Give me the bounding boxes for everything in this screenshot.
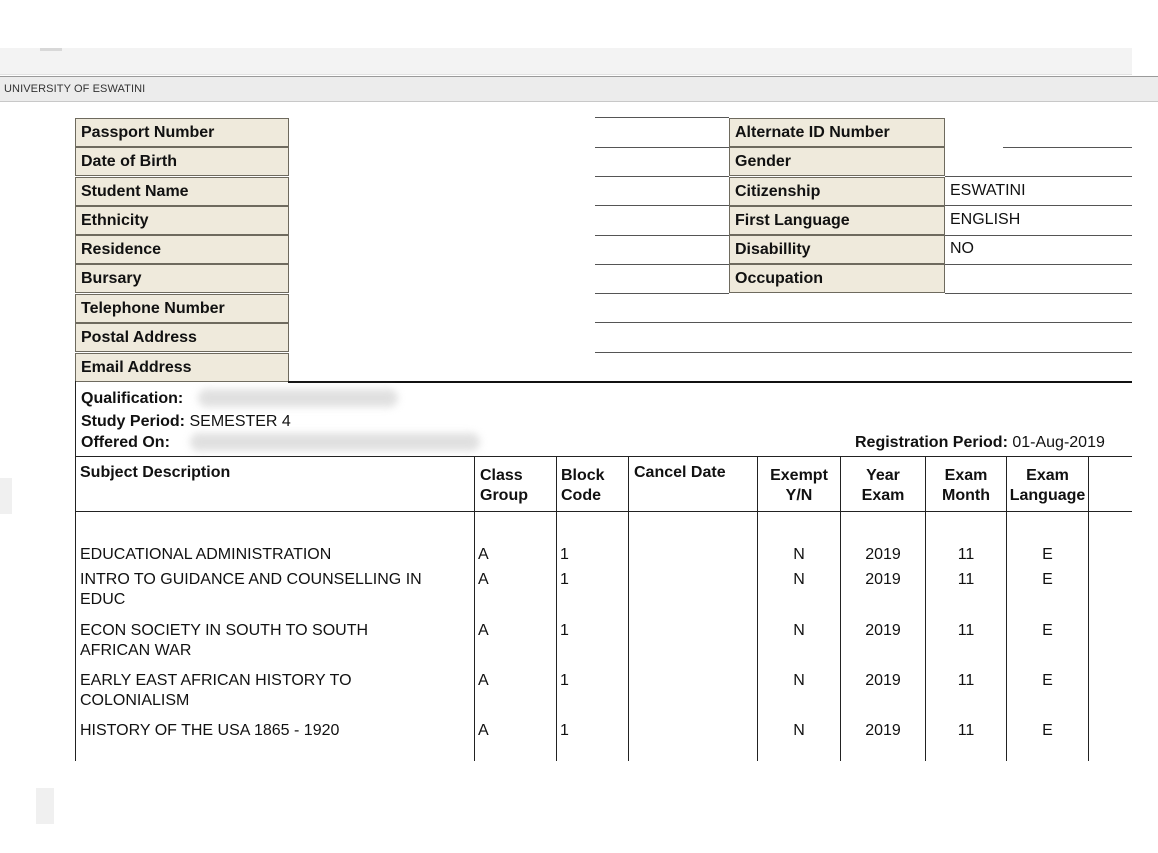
registration-period-value: 01-Aug-2019: [1012, 434, 1105, 451]
column-divider: [556, 456, 557, 761]
class-group: A: [478, 546, 489, 563]
subject-description: HISTORY OF THE USA 1865 - 1920: [80, 722, 340, 739]
block-code: 1: [560, 546, 569, 563]
class-group: A: [478, 622, 489, 639]
field-value-citizenship: ESWATINI: [950, 182, 1026, 199]
value-underline: [595, 117, 729, 118]
table-left-border: [75, 381, 76, 761]
column-header-year-exam: Year Exam: [861, 467, 905, 504]
exempt: N: [793, 622, 805, 639]
side-mark: [0, 478, 12, 514]
registration-period-line: [855, 433, 1105, 452]
year-exam: 2019: [865, 546, 901, 563]
qualification-label: Qualification:: [81, 390, 184, 407]
top-strip: [0, 48, 1132, 75]
subject-description: INTRO TO GUIDANCE AND COUNSELLING IN EDUC: [80, 571, 422, 608]
exempt: N: [793, 546, 805, 563]
exam-language: E: [1042, 622, 1053, 639]
side-mark: [36, 788, 54, 824]
field-label-passport-number: Passport Number: [75, 118, 289, 147]
block-code: 1: [560, 672, 569, 689]
exam-language: E: [1042, 672, 1053, 689]
value-underline: [595, 235, 729, 236]
value-underline: [595, 293, 729, 294]
exempt: N: [793, 672, 805, 689]
column-header-subject: Subject Description: [80, 464, 231, 481]
exam-month: 11: [957, 722, 975, 739]
value-underline: [945, 235, 1132, 236]
exam-month: 11: [957, 672, 975, 689]
qualification-line: [81, 389, 183, 408]
value-underline: [595, 322, 1132, 323]
table-top-border: [75, 456, 1132, 457]
class-group: A: [478, 672, 489, 689]
study-period-label: Study Period:: [81, 413, 186, 430]
subject-description: EARLY EAST AFRICAN HISTORY TO COLONIALISM: [80, 672, 352, 709]
column-divider: [1088, 456, 1089, 761]
exam-month: 11: [957, 622, 975, 639]
value-underline: [595, 205, 729, 206]
year-exam: 2019: [865, 722, 901, 739]
redacted-offered-on: [190, 433, 480, 451]
class-group: A: [478, 571, 489, 588]
block-code: 1: [560, 622, 569, 639]
top-strip-handle: [40, 48, 62, 51]
exempt: N: [793, 571, 805, 588]
value-underline: [595, 352, 1132, 353]
field-label-citizenship: Citizenship: [729, 177, 945, 206]
field-label-date-of-birth: Date of Birth: [75, 147, 289, 176]
study-period-value: SEMESTER 4: [189, 413, 291, 430]
year-exam: 2019: [865, 672, 901, 689]
column-header-exam-month: Exam Month: [942, 467, 990, 504]
exam-language: E: [1042, 571, 1053, 588]
exam-month: 11: [957, 571, 975, 588]
field-label-residence: Residence: [75, 235, 289, 264]
class-group: A: [478, 722, 489, 739]
field-label-gender: Gender: [729, 147, 945, 176]
section-divider: [288, 381, 1132, 383]
value-underline: [595, 264, 729, 265]
value-underline: [595, 176, 729, 177]
field-label-email-address: Email Address: [75, 353, 289, 382]
value-underline: [945, 293, 1132, 294]
field-label-ethnicity: Ethnicity: [75, 206, 289, 235]
table-header-border: [75, 511, 1132, 512]
field-label-telephone-number: Telephone Number: [75, 294, 289, 323]
block-code: 1: [560, 571, 569, 588]
column-header-exam-language: Exam Language: [1009, 467, 1086, 504]
column-divider: [628, 456, 629, 761]
field-label-student-name: Student Name: [75, 177, 289, 206]
field-value-disability: NO: [950, 240, 974, 257]
subject-description: ECON SOCIETY IN SOUTH TO SOUTH AFRICAN WAR: [80, 622, 369, 659]
block-code: 1: [560, 722, 569, 739]
subject-description: EDUCATIONAL ADMINISTRATION: [80, 546, 332, 563]
exam-month: 11: [957, 546, 975, 563]
field-label-bursary: Bursary: [75, 264, 289, 293]
value-underline: [1003, 147, 1132, 148]
exam-language: E: [1042, 546, 1053, 563]
document-header: [0, 76, 1158, 102]
column-divider: [474, 456, 475, 761]
field-label-postal-address: Postal Address: [75, 323, 289, 352]
year-exam: 2019: [865, 622, 901, 639]
column-header-exempt: Exempt Y/N: [770, 467, 828, 504]
column-header-block-code: Block Code: [561, 467, 605, 504]
value-underline: [945, 176, 1132, 177]
study-period-line: [81, 412, 291, 431]
value-underline: [945, 264, 1132, 265]
exam-language: E: [1042, 722, 1053, 739]
column-header-cancel-date: Cancel Date: [634, 464, 726, 481]
field-value-first-language: ENGLISH: [950, 211, 1021, 228]
exempt: N: [793, 722, 805, 739]
column-header-class-group: Class Group: [480, 467, 528, 504]
field-label-disability: Disabillity: [729, 235, 945, 264]
redacted-qualification: [198, 389, 398, 407]
field-label-occupation: Occupation: [729, 264, 945, 293]
field-label-alternate-id-number: Alternate ID Number: [729, 118, 945, 147]
header-title: UNIVERSITY OF ESWATINI: [4, 83, 146, 95]
value-underline: [945, 205, 1132, 206]
offered-on-line: [81, 433, 170, 452]
value-underline: [595, 147, 729, 148]
field-label-first-language: First Language: [729, 206, 945, 235]
registration-period-label: Registration Period:: [855, 434, 1008, 451]
offered-on-label: Offered On:: [81, 434, 170, 451]
year-exam: 2019: [865, 571, 901, 588]
